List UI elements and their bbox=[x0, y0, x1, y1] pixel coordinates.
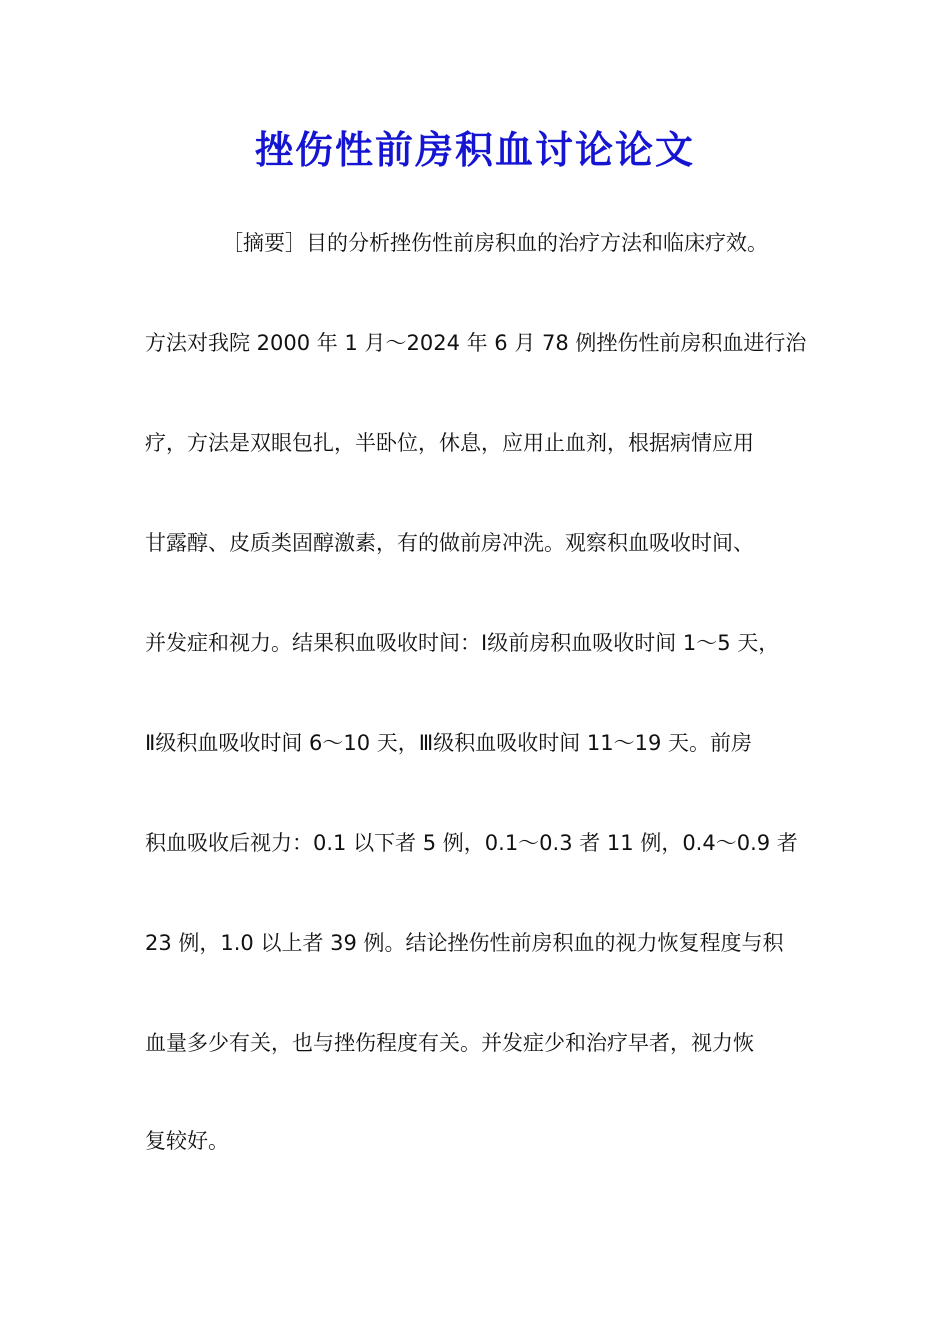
abstract-line-3: 疗，方法是双眼包扎，半卧位，休息，应用止血剂，根据病情应用 bbox=[145, 431, 754, 455]
abstract-line-7: 积血吸收后视力：0.1 以下者 5 例，0.1～0.3 者 11 例，0.4～0.9 者 bbox=[145, 831, 798, 855]
abstract-line-5: 并发症和视力。结果积血吸收时间：Ⅰ级前房积血吸收时间 1～5 天， bbox=[145, 631, 780, 655]
abstract-line-9: 血量多少有关，也与挫伤程度有关。并发症少和治疗早者，视力恢 bbox=[145, 1031, 754, 1055]
abstract-line-1: ［摘要］目的分析挫伤性前房积血的治疗方法和临床疗效。 bbox=[222, 231, 768, 255]
abstract-line-6: Ⅱ级积血吸收时间 6～10 天，Ⅲ级积血吸收时间 11～19 天。前房 bbox=[145, 731, 753, 755]
document-title: 挫伤性前房积血讨论论文 bbox=[254, 127, 695, 172]
abstract-line-4: 甘露醇、皮质类固醇激素，有的做前房冲洗。观察积血吸收时间、 bbox=[145, 531, 754, 555]
abstract-line-8: 23 例，1.0 以上者 39 例。结论挫伤性前房积血的视力恢复程度与积 bbox=[145, 931, 784, 955]
abstract-line-10: 复较好。 bbox=[145, 1129, 229, 1153]
abstract-line-2: 方法对我院 2000 年 1 月～2024 年 6 月 78 例挫伤性前房积血进行治 bbox=[145, 331, 807, 355]
